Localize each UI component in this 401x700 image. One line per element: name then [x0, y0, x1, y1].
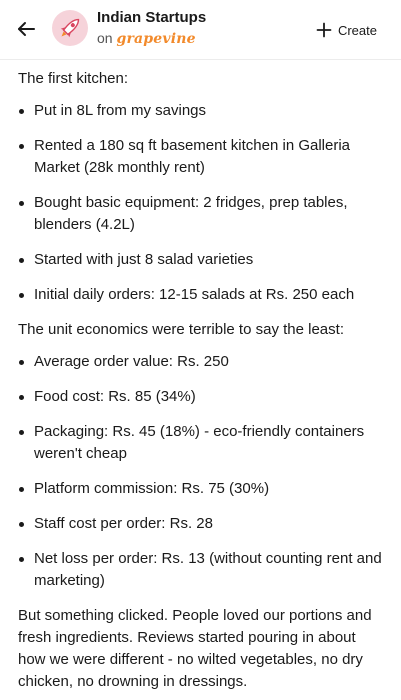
post-paragraph: The unit economics were terrible to say the least: [18, 321, 344, 338]
back-arrow-icon[interactable] [14, 17, 38, 41]
list-item: Bought basic equipment: 2 fridges, prep tables, blenders (4.2L) [18, 192, 383, 236]
post-body [0, 60, 401, 693]
community-info[interactable] [97, 9, 206, 49]
community-avatar[interactable] [52, 10, 88, 46]
list-item: Food cost: Rs. 85 (34%) [18, 386, 383, 408]
list-item: Initial daily orders: 12-15 salads at Rs. 250 each [18, 284, 383, 306]
create-button[interactable] [316, 18, 377, 42]
list-item: Put in 8L from my savings [18, 100, 383, 122]
list-item: Started with just 8 salad varieties [18, 249, 383, 271]
kitchen-list [18, 100, 383, 306]
grapevine-logo: grapevine [116, 31, 196, 47]
list-item: Staff cost per order: Rs. 28 [18, 513, 383, 535]
rocket-icon [52, 10, 88, 46]
economics-list [18, 351, 383, 592]
list-item: Average order value: Rs. 250 [18, 351, 383, 373]
list-item: Platform commission: Rs. 75 (30%) [18, 478, 383, 500]
community-title: Indian Startups [97, 9, 207, 26]
list-item: Rented a 180 sq ft basement kitchen in Galleria Market (28k monthly rent) [18, 135, 383, 179]
create-label: Create [337, 22, 377, 38]
community-subtitle [97, 28, 206, 49]
subtitle-prefix: on [97, 30, 113, 46]
list-item: Packaging: Rs. 45 (18%) - eco-friendly containers weren't cheap [18, 421, 383, 465]
post-paragraph: The first kitchen: [18, 70, 129, 87]
top-bar [0, 0, 401, 60]
list-item: Net loss per order: Rs. 13 (without counting rent and marketing) [18, 548, 383, 592]
post-paragraph: But something clicked. People loved our portions and fresh ingredients. Reviews started pouring in about how we were different - no wilted vegetables, no dry chicken, no drowning in dressings. [18, 607, 372, 690]
plus-icon [316, 22, 332, 38]
